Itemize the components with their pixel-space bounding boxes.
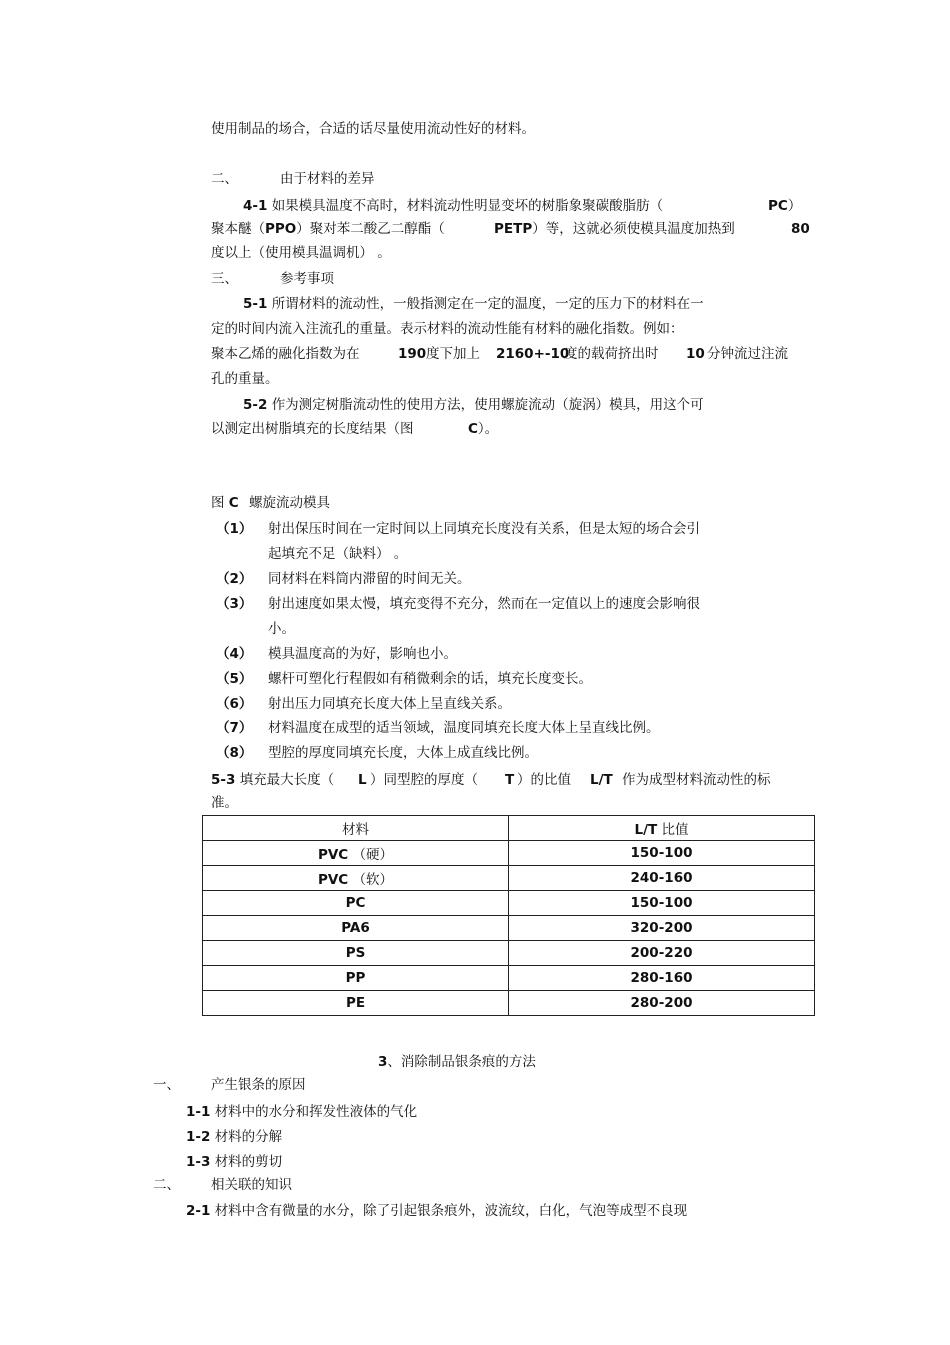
material-cell: PP [203,966,509,991]
p41-label: 4-1 [243,198,268,214]
table-row [203,941,815,966]
material-cell: PE [203,991,509,1016]
section-2-number: 二、 [211,171,238,187]
cause-item: 1-3 材料的剪切 [186,1154,283,1170]
p41-line3: 度以上（使用模具温调机） 。 [211,245,391,261]
table-row [203,966,815,991]
material-table [202,815,815,1016]
list-item-cont: 小。 [268,621,295,637]
table-row [203,891,815,916]
list-number: （3） [216,596,253,612]
sub-2-number: 二、 [153,1177,180,1193]
table-row [203,841,815,866]
list-item: 射出压力同填充长度大体上呈直线关系。 [268,696,511,712]
p51-line3c: 度的载荷挤出时 [564,346,659,362]
list-number: （6） [216,696,253,712]
p51-190: 190 [398,346,427,362]
p53-T: T [505,772,515,788]
table-row [203,916,815,941]
ratio-cell: 150-100 [509,841,815,866]
p51-line3d: 分钟流过注流 [707,346,788,362]
table-row [203,866,815,891]
p21-line: 2-1 材料中含有微量的水分，除了引起银条痕外，波流纹，白化，气泡等成型不良现 [186,1203,688,1219]
list-item: 同材料在料筒内滞留的时间无关。 [268,571,471,587]
section-3-number: 三、 [211,271,238,287]
p53-line2: 准。 [211,795,238,811]
list-item: 螺杆可塑化行程假如有稍微剩余的话，填充长度变长。 [268,671,592,687]
list-number: （1） [216,521,253,537]
section-2-title: 由于材料的差异 [280,171,375,187]
p52-fig-ref: C）。 [468,421,499,437]
p51-line4: 孔的重量。 [211,371,279,387]
p51-line3a: 聚本乙烯的融化指数为在 [211,346,360,362]
p41-temp-80: 80 [791,221,810,237]
p53-line1d: 作为成型材料流动性的标 [622,772,771,788]
p41-line2: 聚本醚（PPO）聚对苯二酸乙二醇酯（ [211,221,445,237]
p53-L: L [358,772,367,788]
header-material: 材料 [203,816,509,841]
p41-line1 [243,197,663,215]
material-cell: PVC （硬） [203,841,509,866]
p53-line1c: ）的比值 [517,772,571,788]
material-cell: PC [203,891,509,916]
ratio-cell: 150-100 [509,891,815,916]
cause-item: 1-1 材料中的水分和挥发性液体的气化 [186,1104,418,1120]
section-3-title: 参考事项 [280,271,334,287]
ratio-cell: 200-220 [509,941,815,966]
p51-10: 10 [686,346,705,362]
list-number: （4） [216,646,253,662]
sub-1-number: 一、 [153,1077,180,1093]
p51-line3b: 度下加上 [426,346,480,362]
material-cell: PA6 [203,916,509,941]
p52-line1: 5-2 作为测定树脂流动性的使用方法，使用螺旋流动（旋涡）模具，用这个可 [243,397,704,413]
list-item: 材料温度在成型的适当领域，温度同填充长度大体上呈直线比例。 [268,720,660,736]
section-title: 3、消除制品银条痕的方法 [378,1054,536,1070]
material-cell: PS [203,941,509,966]
ratio-cell: 280-160 [509,966,815,991]
list-number: （2） [216,571,253,587]
list-item: 射出保压时间在一定时间以上同填充长度没有关系，但是太短的场合会引 [268,521,700,537]
p53-line1b: ）同型腔的厚度（ [370,772,478,788]
p41-text: 如果模具温度不高时，材料流动性明显变坏的树脂象聚碳酸脂肪（ [271,198,664,214]
list-number: （7） [216,720,253,736]
list-item: 射出速度如果太慢，填充变得不充分，然而在一定值以上的速度会影响很 [268,596,700,612]
list-item: 型腔的厚度同填充长度，大体上成直线比例。 [268,745,538,761]
table-row [203,991,815,1016]
material-cell: PVC （软） [203,866,509,891]
table-header-row [203,816,815,841]
list-number: （5） [216,671,253,687]
list-item: 模具温度高的为好，影响也小。 [268,646,457,662]
p51-load: 2160+-10 [496,346,570,362]
p41-line2-petp: PETP）等，这就必须使模具温度加热到 [494,221,735,237]
p53-LT: L/T [590,772,613,788]
ratio-cell: 320-200 [509,916,815,941]
list-item-cont: 起填充不足（缺料） 。 [268,546,408,562]
intro-line: 使用制品的场合，合适的话尽量使用流动性好的材料。 [211,121,535,137]
p51-line1: 5-1 所谓材料的流动性，一般指测定在一定的温度，一定的压力下的材料在一 [243,296,704,312]
figure-caption: 图 C 螺旋流动模具 [211,495,331,511]
p41-pc: PC） [768,198,802,214]
list-number: （8） [216,745,253,761]
header-ratio: L/T 比值 [509,816,815,841]
sub-2-title: 相关联的知识 [211,1177,292,1193]
p53-line1: 5-3 填充最大长度（ [211,772,335,788]
ratio-cell: 280-200 [509,991,815,1016]
ratio-cell: 240-160 [509,866,815,891]
p51-line2: 定的时间内流入注流孔的重量。表示材料的流动性能有材料的融化指数。例如： [211,321,684,337]
cause-item: 1-2 材料的分解 [186,1129,283,1145]
sub-1-title: 产生银条的原因 [211,1077,306,1093]
p52-line2: 以测定出树脂填充的长度结果（图 [211,421,414,437]
